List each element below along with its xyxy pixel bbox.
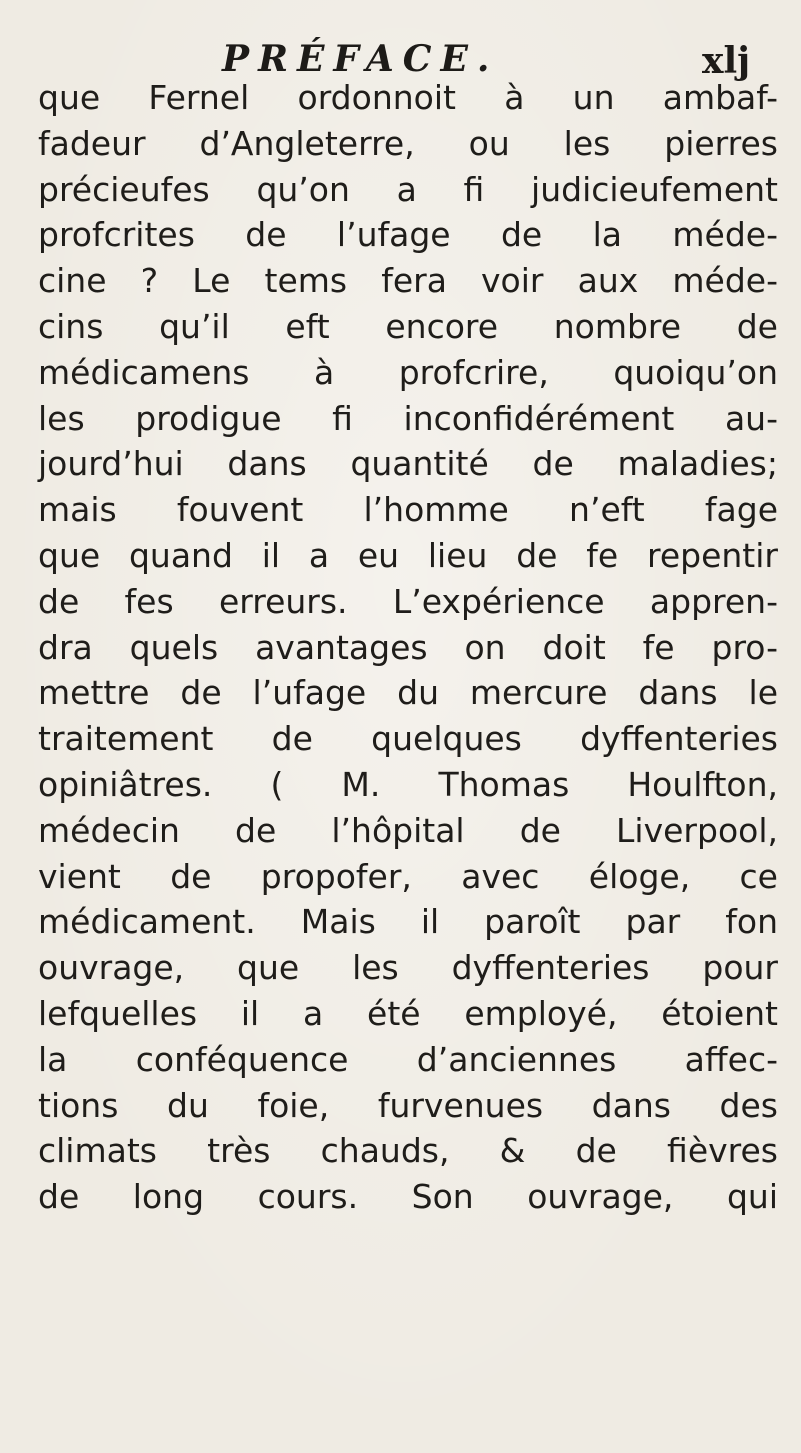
page-number: xlj <box>702 40 751 82</box>
text-line: cine ? Le tems fera voir aux méde- <box>38 261 778 301</box>
body-text <box>38 75 778 1220</box>
text-line: précieufes qu’on a fi judicieufement <box>38 169 778 209</box>
text-line: ouvrage, que les dyffenteries pour <box>38 948 778 988</box>
text-line: la conféquence d’anciennes affec- <box>38 1039 778 1079</box>
text-line: dra quels avantages on doit fe pro- <box>38 627 778 667</box>
text-line: profcrites de l’ufage de la méde- <box>38 215 778 255</box>
text-line: vient de propofer, avec éloge, ce <box>38 856 778 896</box>
text-line: médicamens à profcrire, quoiqu’on <box>38 352 778 392</box>
text-line: de fes erreurs. L’expérience appren- <box>38 581 778 621</box>
text-line: traitement de quelques dyffenteries <box>38 719 778 759</box>
text-line: médicament. Mais il paroît par fon <box>38 902 778 942</box>
running-head: PRÉFACE. <box>222 38 499 80</box>
text-line: tions du foie, furvenues dans des <box>38 1085 778 1125</box>
text-line: fadeur d’Angleterre, ou les pierres <box>38 123 778 163</box>
text-line: médecin de l’hôpital de Liverpool, <box>38 810 778 850</box>
text-line: de long cours. Son ouvrage, qui <box>38 1177 778 1217</box>
text-line: que quand il a eu lieu de fe repentir <box>38 535 778 575</box>
text-line: opiniâtres. ( M. Thomas Houlfton, <box>38 764 778 804</box>
text-line: lefquelles il a été employé, étoient <box>38 993 778 1033</box>
text-line: climats très chauds, & de fièvres <box>38 1131 778 1171</box>
text-line: mais fouvent l’homme n’eft fage <box>38 490 778 530</box>
text-line: les prodigue fi inconfidérément au- <box>38 398 778 438</box>
text-line: jourd’hui dans quantité de maladies; <box>38 444 778 484</box>
text-line: cins qu’il eft encore nombre de <box>38 306 778 346</box>
text-line: que Fernel ordonnoit à un ambaf- <box>38 78 778 117</box>
text-line: mettre de l’ufage du mercure dans le <box>38 673 778 713</box>
